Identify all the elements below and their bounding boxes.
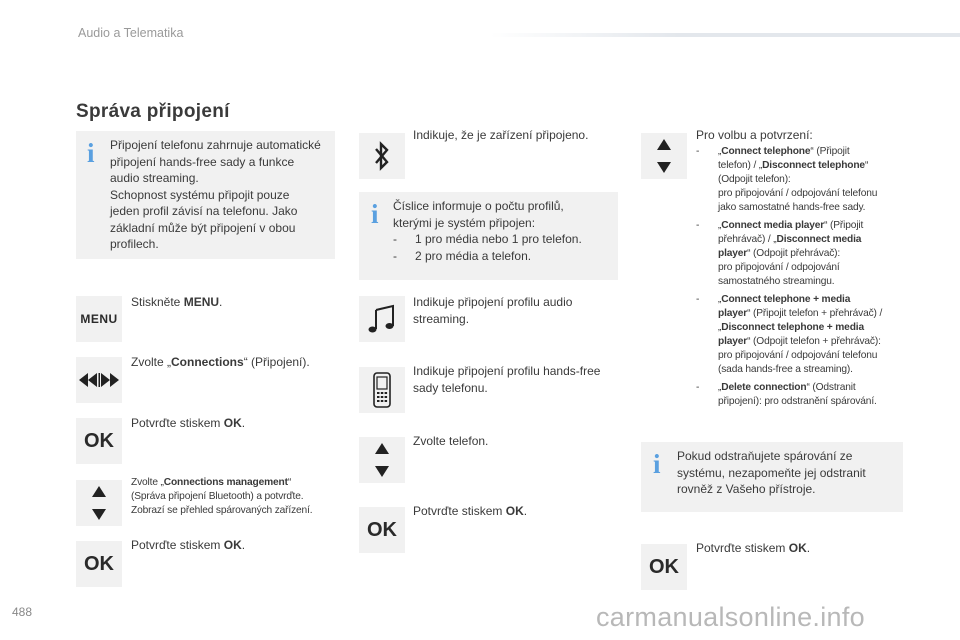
up-down-arrows-icon	[359, 437, 405, 483]
ok-button-icon: OK	[641, 544, 687, 590]
music-note-icon	[359, 296, 405, 342]
options-intro: Pro volbu a potvrzení:	[696, 128, 813, 142]
info-text: Připojení telefonu zahrnuje automatické připojení hands-free sady a funkce audio streaming. Schopnost systému připojit pouze jeden profil závisí na telefonu. Jako základní může být připojení v obou profilech.	[110, 138, 321, 251]
list-item: - „Connect media player“ (Připojit přehrávač) / „Disconnect media player“ (Odpojit přehrávač): pro připojování / odpojování samostatného streamingu.	[696, 220, 864, 287]
bluetooth-description: Indikuje, že je zařízení připojeno.	[413, 128, 589, 142]
list-item: - „Delete connection“ (Odstranit připojení): pro odstranění spárování.	[696, 382, 877, 407]
options-list	[696, 145, 911, 409]
handsfree-profile-description: Indikuje připojení profilu hands-free sady telefonu.	[413, 364, 601, 395]
step-confirm-ok-4: Potvrďte stiskem OK.	[696, 541, 811, 555]
ok-button-icon: OK	[76, 418, 122, 464]
step-confirm-ok-3: Potvrďte stiskem OK.	[413, 504, 528, 518]
step-select-phone: Zvolte telefon.	[413, 434, 489, 448]
step-confirm-ok-2: Potvrďte stiskem OK.	[131, 538, 246, 552]
list-item: - „Connect telephone“ (Připojit telefon) / „Disconnect telephone“ (Odpojit telefon): pro připojování / odpojování telefonu jako samostatné hands-free sady.	[696, 146, 878, 213]
menu-button-icon: MENU	[76, 296, 122, 342]
watermark: carmanualsonline.info	[596, 602, 865, 632]
step-confirm-ok: Potvrďte stiskem OK.	[131, 416, 246, 430]
up-down-arrows-icon	[76, 480, 122, 526]
section-header: Audio a Telematika	[78, 26, 184, 40]
info-icon: i	[371, 199, 379, 229]
step-connections-management: Zvolte „Connections management“ (Správa připojení Bluetooth) a potvrďte. Zobrazí se přehled spárovaných zařízení.	[131, 477, 313, 516]
info-box-profiles	[359, 192, 618, 280]
audio-profile-description: Indikuje připojení profilu audio streaming.	[413, 295, 573, 326]
seek-arrows-icon	[76, 357, 122, 403]
up-down-arrows-icon	[641, 133, 687, 179]
info-text: Pokud odstraňujete spárování ze systému, nezapomeňte jej odstranit rovněž z Vašeho přístroje.	[677, 449, 866, 496]
page-number: 488	[12, 605, 33, 619]
list-item: - „Connect telephone + media player“ (Připojit telefon + přehrávač) / „Disconnect telephone + media player“ (Odpojit telefon + přehrávač): pro připojování / odpojování telefonu (sada hands-free a streaming).	[696, 294, 883, 375]
info-icon: i	[653, 449, 661, 479]
bluetooth-icon	[359, 133, 405, 179]
ok-button-icon: OK	[359, 507, 405, 553]
info-text: Číslice informuje o počtu profilů, kterými je systém připojen: - 1 pro média nebo 1 pro telefon. - 2 pro média a telefon.	[393, 199, 582, 263]
page-title: Správa připojení	[76, 101, 230, 122]
step-press-menu: Stiskněte MENU.	[131, 295, 223, 309]
info-box-unpair	[641, 442, 903, 512]
header-divider	[490, 33, 960, 37]
info-icon: i	[87, 138, 95, 168]
mobile-phone-icon	[359, 367, 405, 413]
step-select-connections: Zvolte „Connections“ (Připojení).	[131, 355, 310, 369]
ok-button-icon: OK	[76, 541, 122, 587]
info-box-connection	[76, 131, 335, 259]
